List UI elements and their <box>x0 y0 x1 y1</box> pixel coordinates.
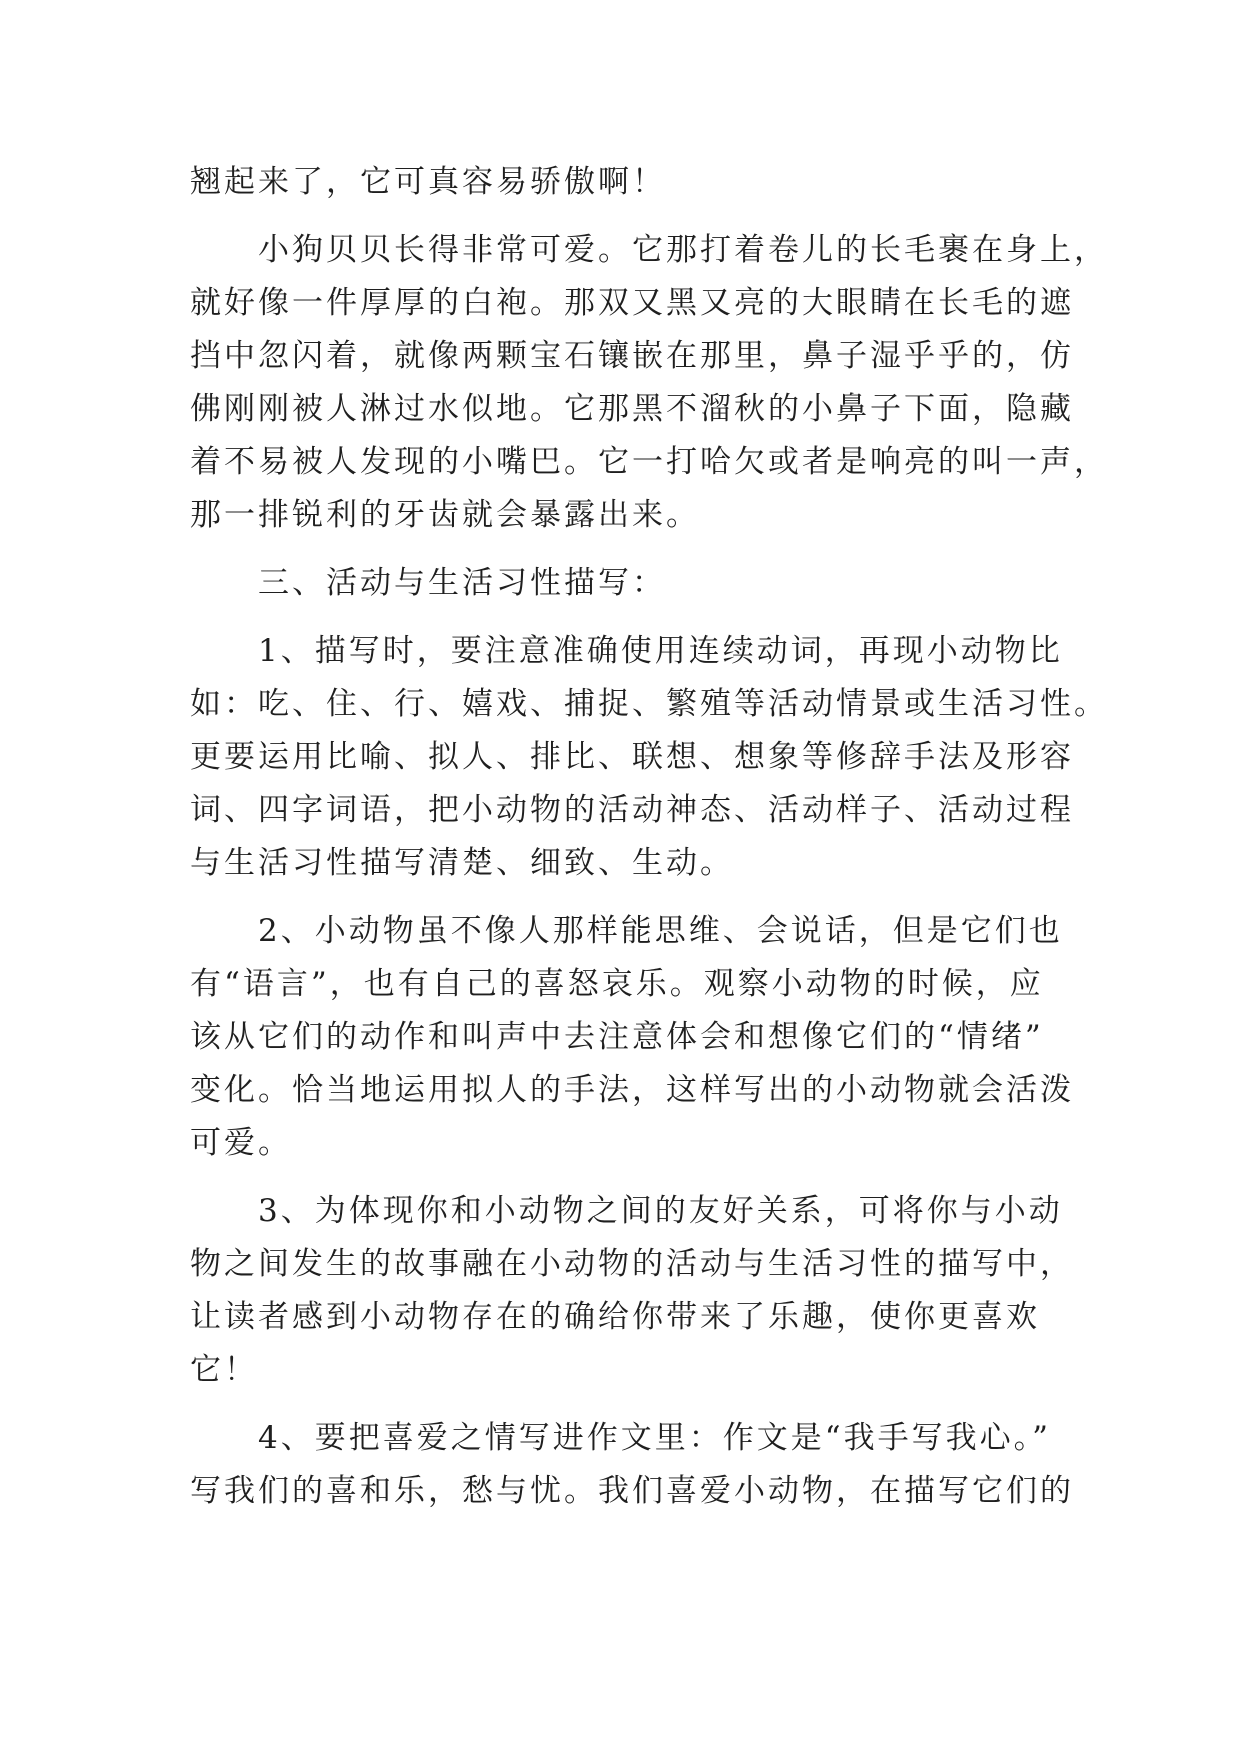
text-line: 那一排锐利的牙齿就会暴露出来。 <box>190 497 700 533</box>
text-line: 让读者感到小动物存在的确给你带来了乐趣，使你更喜欢 <box>190 1299 1040 1335</box>
text-line: 挡中忽闪着，就像两颗宝石镶嵌在那里，鼻子湿乎乎的，仿 <box>190 338 1074 374</box>
text-line: 词、四字词语，把小动物的活动神态、活动样子、活动过程 <box>190 792 1074 828</box>
paragraph <box>190 224 1108 542</box>
text-line: 着不易被人发现的小嘴巴。它一打哈欠或者是响亮的叫一声， <box>190 444 1108 480</box>
text-line: 物之间发生的故事融在小动物的活动与生活习性的描写中， <box>190 1246 1074 1282</box>
paragraph-gap <box>190 209 1060 224</box>
paragraph-gap <box>190 542 1060 557</box>
text-line: 写我们的喜和乐，愁与忧。我们喜爱小动物，在描写它们的 <box>190 1473 1074 1509</box>
paragraph-gap <box>190 610 1060 625</box>
paragraph <box>190 905 1074 1170</box>
text-line: 佛刚刚被人淋过水似地。它那黑不溜秋的小鼻子下面，隐藏 <box>190 391 1074 427</box>
text-line: 变化。恰当地运用拟人的手法，这样写出的小动物就会活泼 <box>190 1072 1074 1108</box>
text-line: 3、为体现你和小动物之间的友好关系，可将你与小动 <box>258 1193 1063 1229</box>
paragraph <box>190 557 1060 610</box>
text-line: 更要运用比喻、拟人、排比、联想、想象等修辞手法及形容 <box>190 739 1074 775</box>
text-line: 1、描写时，要注意准确使用连续动词，再现小动物比 <box>258 633 1063 669</box>
text-line: 与生活习性描写清楚、细致、生动。 <box>190 845 734 881</box>
paragraph <box>190 625 1108 890</box>
text-line: 有“语言”，也有自己的喜怒哀乐。观察小动物的时候，应 <box>190 966 1044 1002</box>
paragraph-gap <box>190 890 1060 905</box>
text-line: 就好像一件厚厚的白袍。那双又黑又亮的大眼睛在长毛的遮 <box>190 285 1074 321</box>
text-line: 该从它们的动作和叫声中去注意体会和想像它们的“情绪” <box>190 1019 1044 1055</box>
text-line: 翘起来了，它可真容易骄傲啊！ <box>190 164 666 200</box>
paragraph <box>190 1412 1074 1518</box>
paragraph-gap <box>190 1397 1060 1412</box>
text-line: 它！ <box>190 1352 258 1388</box>
text-line: 4、要把喜爱之情写进作文里：作文是“我手写我心。” <box>258 1420 1051 1456</box>
text-line: 2、小动物虽不像人那样能思维、会说话，但是它们也 <box>258 913 1063 949</box>
paragraph <box>190 156 1060 209</box>
text-line: 小狗贝贝长得非常可爱。它那打着卷儿的长毛裹在身上， <box>258 232 1108 268</box>
text-line: 可爱。 <box>190 1125 292 1161</box>
text-line: 三、活动与生活习性描写： <box>258 565 666 601</box>
paragraph <box>190 1185 1074 1397</box>
document-body <box>190 156 1108 1518</box>
text-line: 如：吃、住、行、嬉戏、捕捉、繁殖等活动情景或生活习性。 <box>190 686 1108 722</box>
paragraph-gap <box>190 1170 1060 1185</box>
